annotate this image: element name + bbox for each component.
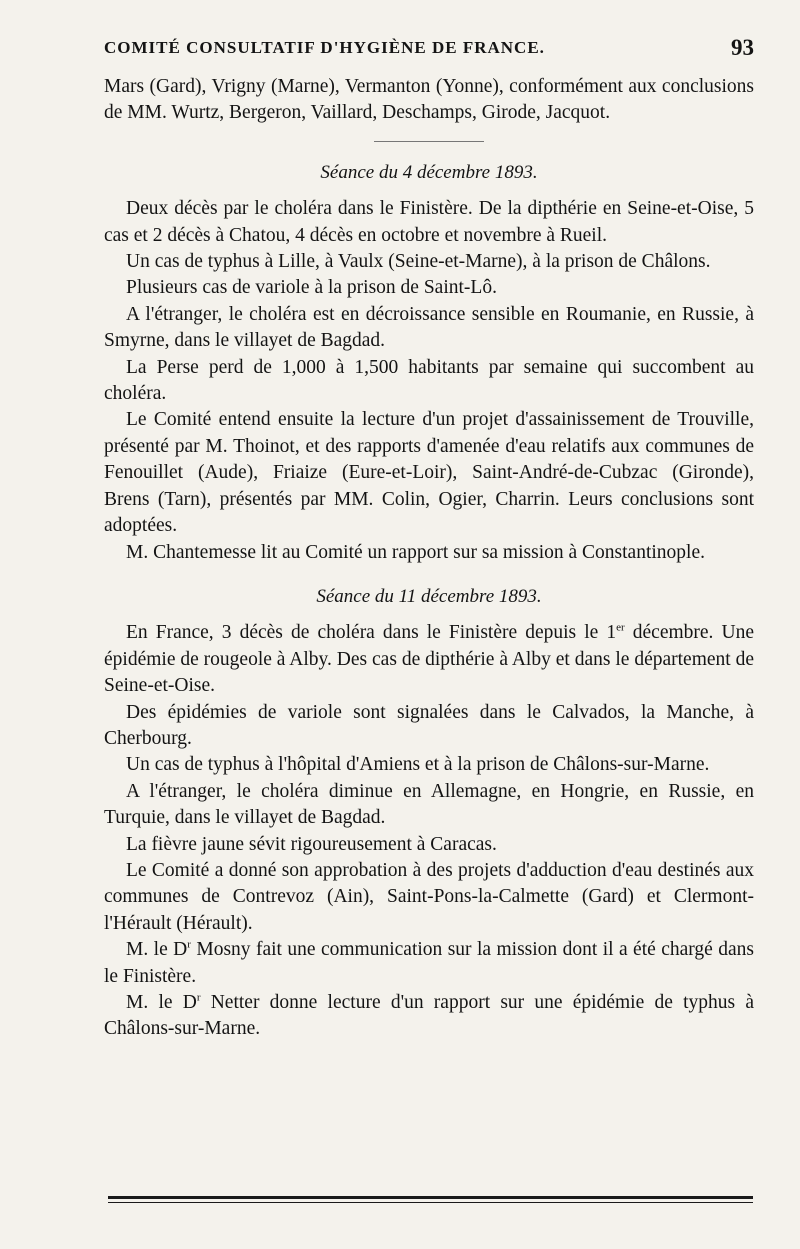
paragraph: Deux décès par le choléra dans le Finistère. De la dipthérie en Seine-et-Oise, 5 cas et 2 décès à Chatou, 4 décès en octobre et novembre à Rueil. xyxy=(104,198,754,246)
superscript: r xyxy=(187,938,191,951)
text-run: En France, 3 décès de choléra dans le Finistère depuis le 1 xyxy=(126,622,617,644)
session-heading: Séance du 4 décembre 1893. xyxy=(320,161,538,183)
text-run: M. le D xyxy=(126,992,197,1013)
paragraph: A l'étranger, le choléra est en décroissance sensible en Roumanie, en Russie, à Smyrne, dans le villayet de Bagdad. xyxy=(104,303,754,352)
paragraph: Des épidémies de variole sont signalées dans le Calvados, la Manche, à Cherbourg. xyxy=(104,701,754,749)
superscript: er xyxy=(616,621,625,634)
session-heading: Séance du 11 décembre 1893. xyxy=(316,585,542,607)
paragraph: Un cas de typhus à Lille, à Vaulx (Seine-et-Marne), à la prison de Châlons. xyxy=(126,251,711,273)
paragraph: A l'étranger, le choléra diminue en Allemagne, en Hongrie, en Russie, en Turquie, dans le villayet de Bagdad. xyxy=(104,780,754,829)
paragraph: Le Comité a donné son approbation à des projets d'adduction d'eau destinés aux communes de Contrevoz (Ain), Saint-Pons-la-Calmette (Gard) et Clermont-l'Hérault (Hérault). xyxy=(104,859,754,934)
body-text xyxy=(104,74,754,1043)
running-title: COMITÉ CONSULTATIF D'HYGIÈNE DE FRANCE. xyxy=(104,38,545,57)
paragraph xyxy=(104,937,754,990)
text-run: Netter donne lecture d'un rapport sur une épidémie de typhus à Châlons-sur-Marne. xyxy=(104,992,754,1040)
paragraph: La Perse perd de 1,000 à 1,500 habitants par semaine qui succombent au choléra. xyxy=(104,356,754,405)
superscript: r xyxy=(196,991,201,1004)
paragraph xyxy=(104,990,754,1043)
rule-thick xyxy=(108,1196,753,1199)
section-divider xyxy=(374,141,484,142)
text-run: décembre. Une épidémie de rougeole à Alby. Des cas de dipthérie à Alby et dans le département de Seine-et-Oise. xyxy=(104,622,754,697)
paragraph xyxy=(104,620,754,699)
page-header xyxy=(0,35,754,68)
text-run: M. le D xyxy=(126,939,188,961)
paragraph: La fièvre jaune sévit rigoureusement à Caracas. xyxy=(126,833,497,855)
paragraph: Le Comité entend ensuite la lecture d'un projet d'assainissement de Trouville, présenté par M. Thoinot, et des rapports d'amenée d'eau relatifs aux communes de Fenouillet (Aude), Friaize (Eure-et-Loir), Saint-André-de-Cubzac (Gironde), Brens (Tarn), présentés par MM. Colin, Ogier, Charrin. Leurs conclusions sont adoptées. xyxy=(104,409,754,537)
paragraph: Plusieurs cas de variole à la prison de Saint-Lô. xyxy=(126,277,497,299)
text-run: Mosny fait une communication sur la mission dont il a été chargé dans le Finistère. xyxy=(104,939,754,987)
rule-thin xyxy=(108,1202,753,1203)
paragraph: Mars (Gard), Vrigny (Marne), Vermanton (Yonne), conformément aux conclusions de MM. Wurtz, Bergeron, Vaillard, Deschamps, Girode, Jacquot. xyxy=(104,76,754,124)
page-number: 93 xyxy=(731,35,754,60)
paragraph: M. Chantemesse lit au Comité un rapport sur sa mission à Constantinople. xyxy=(126,541,705,563)
footer-rule xyxy=(108,1196,753,1203)
paragraph: Un cas de typhus à l'hôpital d'Amiens et à la prison de Châlons-sur-Marne. xyxy=(126,754,710,776)
